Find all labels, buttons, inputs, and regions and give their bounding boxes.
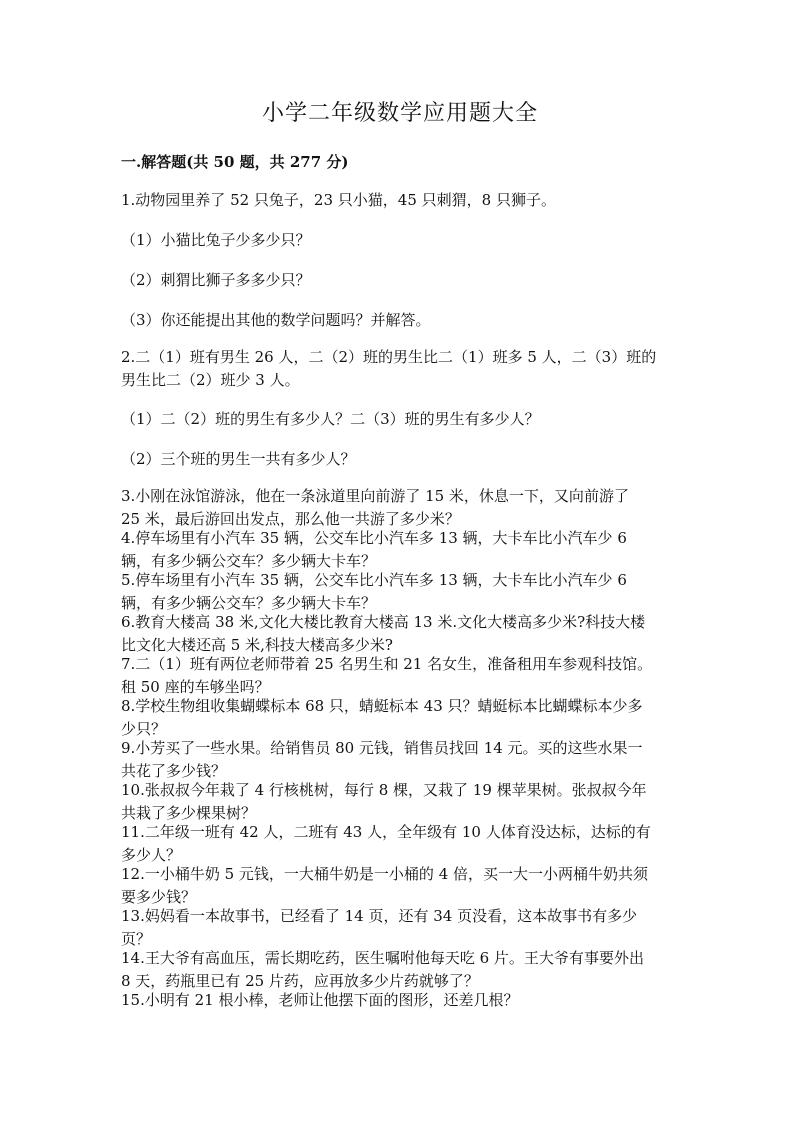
question-line: 13.妈妈看一本故事书，已经看了 14 页，还有 34 页没看，这本故事书有多少 [121,907,638,925]
question-1-sub-1: （1）小猫比兔子少多少只？ [121,231,311,249]
question-15: 15.小明有 21 根小棒，老师让他摆下面的图形，还差几根？ [121,991,519,1009]
question-line: 6.教育大楼高 38 米,文化大楼比教育大楼高 13 米.文化大楼高多少米?科技大楼 [121,613,646,631]
question-line: 比文化大楼还高 5 米,科技大楼高多少米? [121,636,393,654]
question-line: 共栽了多少棵果树？ [121,804,257,822]
question-line: 页？ [121,930,152,948]
document-title: 小学二年级数学应用题大全 [261,101,538,126]
question-line: 共花了多少钱？ [121,762,227,780]
question-line: 8.学校生物组收集蝴蝶标本 68 只，蜻蜓标本 43 只？蜻蜓标本比蝴蝶标本少多 [121,697,643,715]
question-line: 辆，有多少辆公交车？多少辆大卡车？ [121,594,377,612]
question-2-sub-1: （1）二（2）班的男生有多少人？二（3）班的男生有多少人？ [121,410,540,428]
question-line: 9.小芳买了一些水果。给销售员 80 元钱，销售员找回 14 元。买的这些水果一 [121,739,643,757]
question-1-sub-3: （3）你还能提出其他的数学问题吗？并解答。 [121,311,431,329]
section-heading: 一.解答题(共 50 题，共 277 分) [121,153,349,171]
question-2-line-2: 男生比二（2）班少 3 人。 [121,371,300,389]
question-1: 1.动物园里养了 52 只兔子，23 只小猫，45 只刺猬，8 只狮子。 [121,191,556,209]
question-2-line-1: 2.二（1）班有男生 26 人，二（2）班的男生比二（1）班多 5 人，二（3）班的 [121,348,657,366]
question-line: 4.停车场里有小汽车 35 辆，公交车比小汽车多 13 辆，大卡车比小汽车少 6 [121,529,627,547]
question-line: 要多少钱？ [121,888,197,906]
question-line: 25 米，最后游回出发点，那么他一共游了多少米？ [121,510,460,528]
question-line: 12.一小桶牛奶 5 元钱，一大桶牛奶是一小桶的 4 倍，买一大一小两桶牛奶共须 [121,865,649,883]
question-1-sub-2: （2）刺猬比狮子多多少只？ [121,271,311,289]
question-line: 10.张叔叔今年栽了 4 行核桃树，每行 8 棵，又栽了 19 棵苹果树。张叔叔今年 [121,781,647,799]
question-line: 14.王大爷有高血压，需长期吃药，医生嘱咐他每天吃 6 片。王大爷有事要外出 [121,949,644,967]
question-line: 7.二（1）班有两位老师带着 25 名男生和 21 名女生，准备租用车参观科技馆。 [121,655,653,673]
question-line: 11.二年级一班有 42 人，二班有 43 人，全年级有 10 人体育没达标，达标的有 [121,823,651,841]
question-line: 3.小刚在泳馆游泳，他在一条泳道里向前游了 15 米，休息一下，又向前游了 [121,487,629,505]
question-line: 少只？ [121,720,167,738]
question-2-sub-2: （2）三个班的男生一共有多少人？ [121,450,356,468]
question-line: 8 天，药瓶里已有 25 片药，应再放多少片药就够了？ [121,972,479,990]
question-line: 租 50 座的车够坐吗？ [121,678,270,696]
question-line: 多少人？ [121,846,182,864]
question-line: 辆，有多少辆公交车？多少辆大卡车？ [121,552,377,570]
question-line: 5.停车场里有小汽车 35 辆，公交车比小汽车多 13 辆，大卡车比小汽车少 6 [121,571,627,589]
